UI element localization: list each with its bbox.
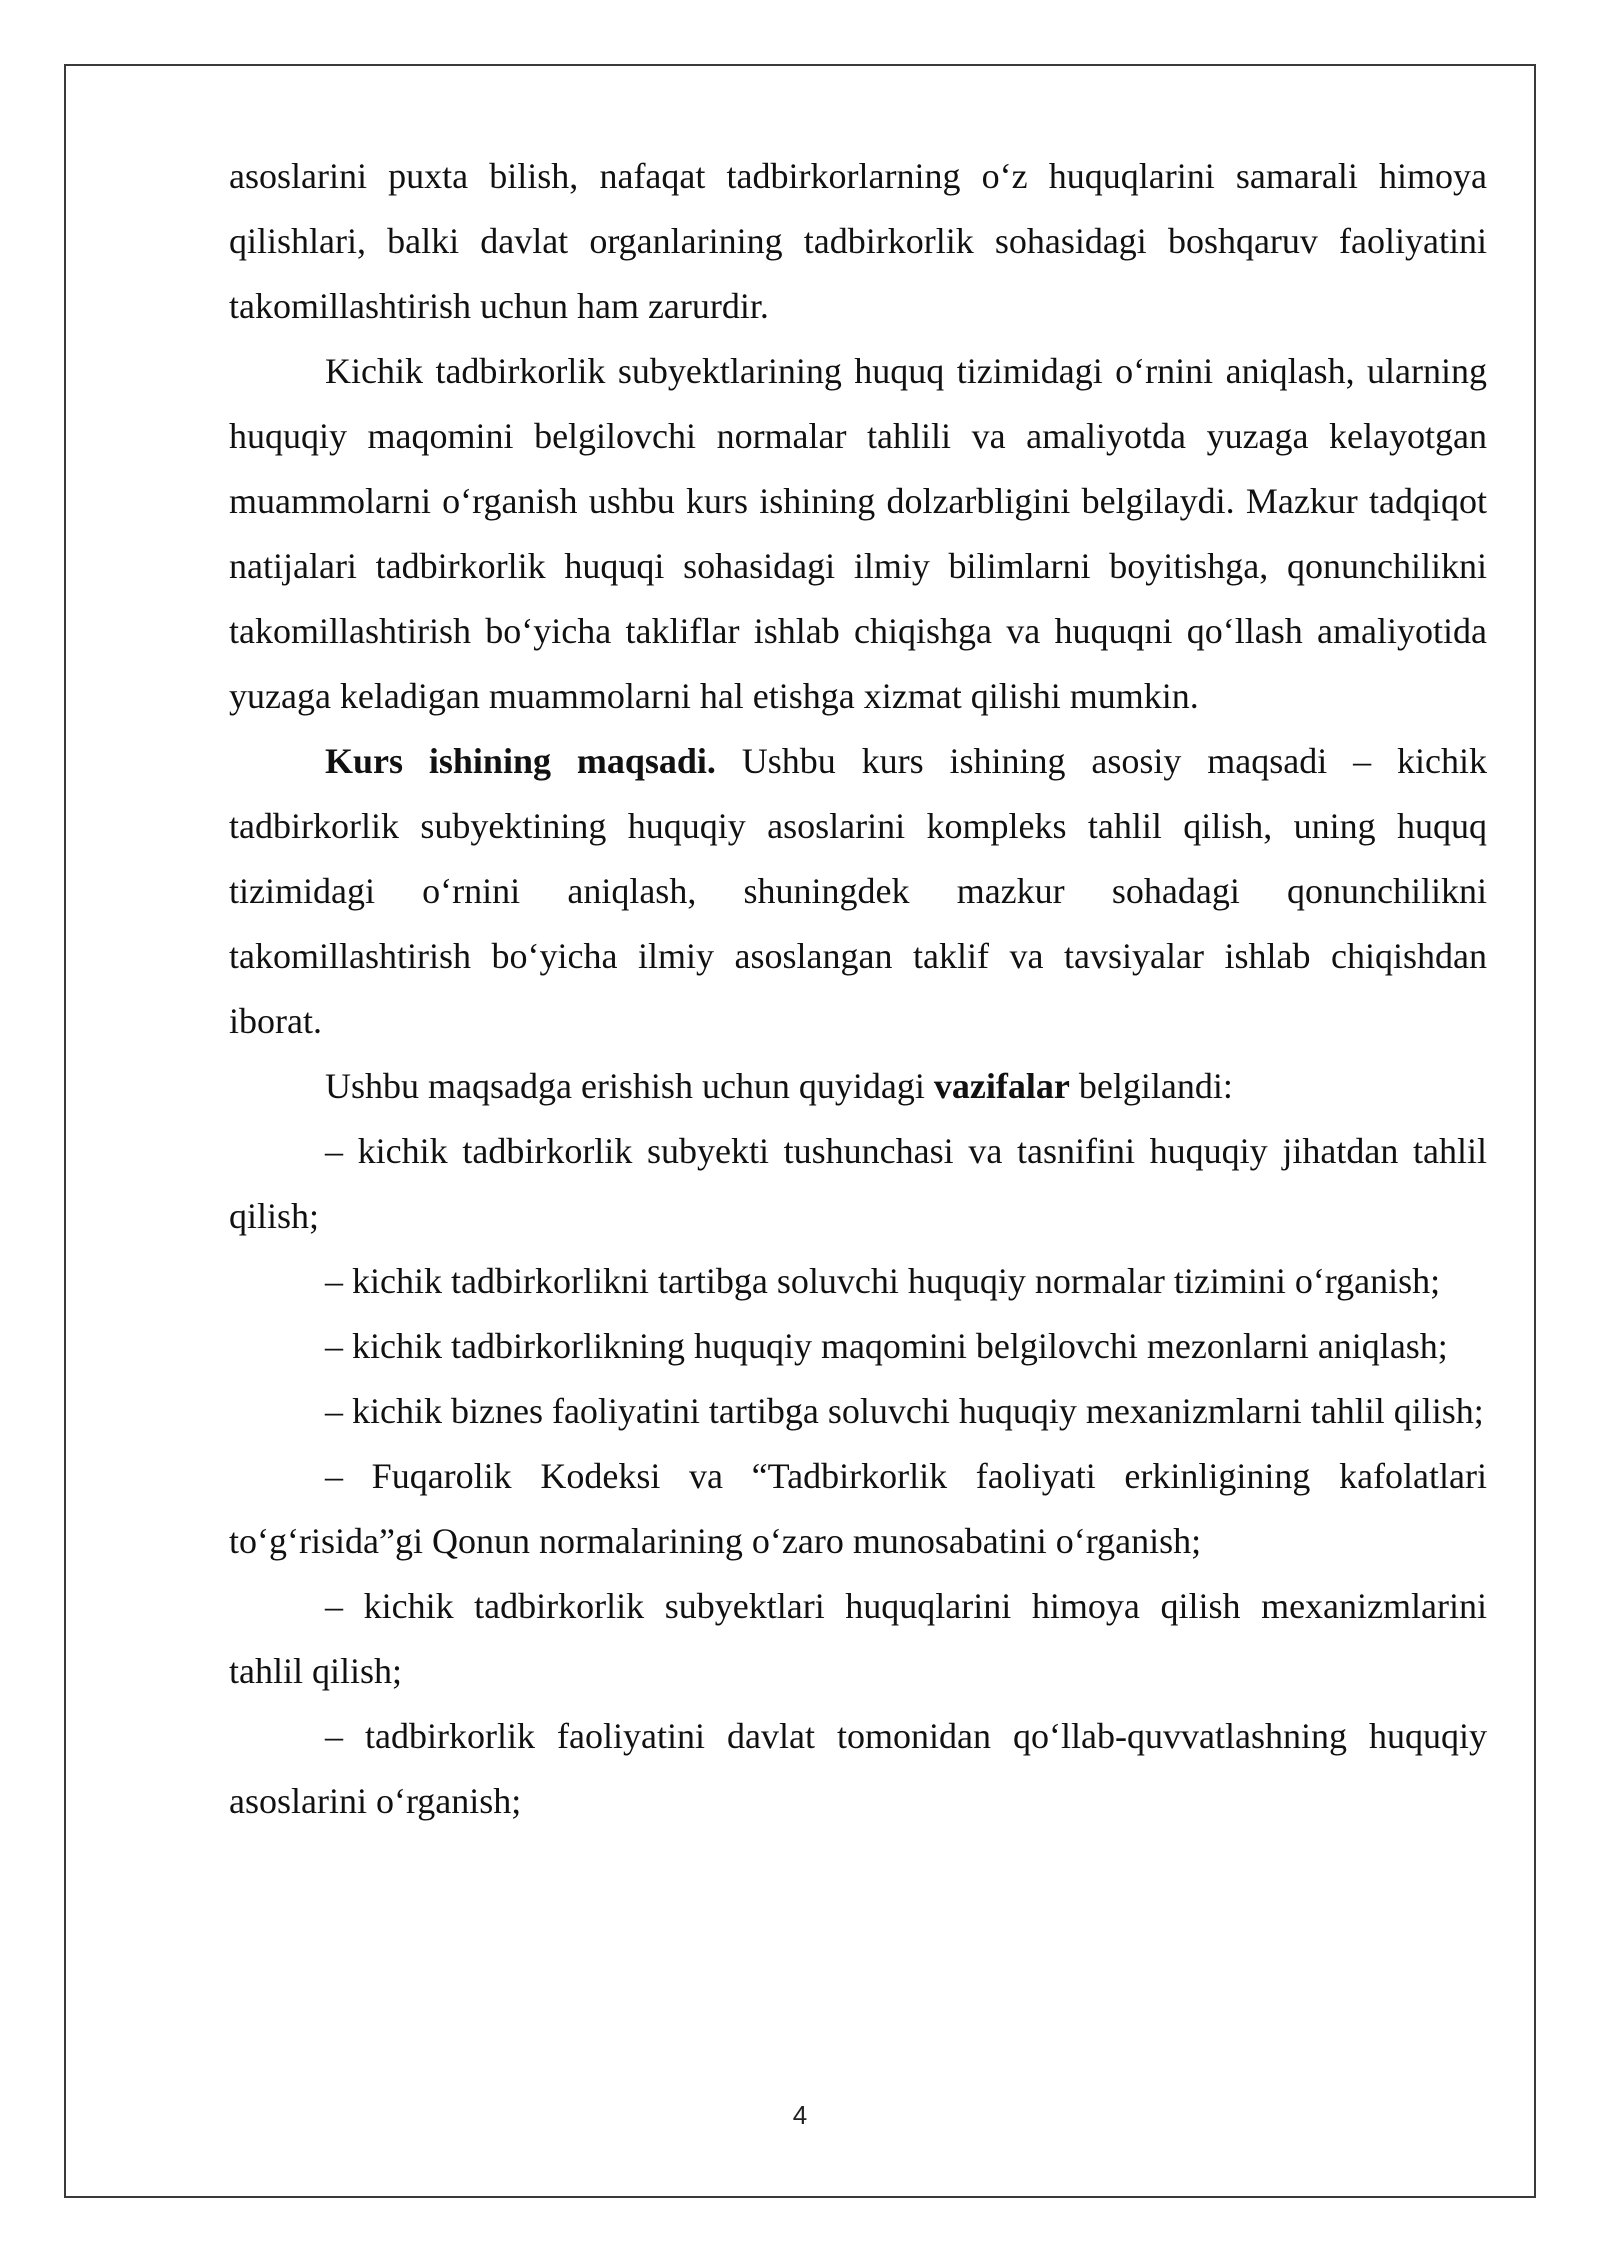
task-item: – kichik biznes faoliyatini tartibga soluvchi huquqiy mexanizmlarni tahlil qilish; (325, 1391, 1484, 1431)
paragraph-relevance: Kichik tadbirkorlik subyektlarining huquq tizimidagi o‘rnini aniqlash, ularning huquqiy maqomini belgilovchi normalar tahlili va amaliyotda yuzaga kelayotgan muammolarni o‘rganish ushbu kurs ishining dolzarbligini belgilaydi. Mazkur tadqiqot natijalari tadbirkorlik huquqi sohasidagi ilmiy bilimlarni boyitishga, qonunchilikni takomillashtirish bo‘yicha takliflar ishlab chiqishga va huquqni qo‘llash amaliyotida yuzaga keladigan muammolarni hal etishga xizmat qilishi mumkin. (229, 351, 1487, 716)
paragraph-continuation: asoslarini puxta bilish, nafaqat tadbirkorlarning o‘z huquqlarini samarali himoya qilishlari, balki davlat organlarining tadbirkorlik sohasidagi boshqaruv faoliyatini takomillashtirish uchun ham zarurdir. (229, 156, 1487, 326)
task-item: – Fuqarolik Kodeksi va “Tadbirkorlik faoliyati erkinligining kafolatlari to‘g‘risida”gi Qonun normalarining o‘zaro munosabatini o‘rganish; (229, 1456, 1487, 1561)
tasks-keyword: vazifalar (933, 1066, 1070, 1106)
tasks-intro-before: Ushbu maqsadga erishish uchun quyidagi (325, 1066, 934, 1106)
task-item: – kichik tadbirkorlikning huquqiy maqomini belgilovchi mezonlarni aniqlash; (325, 1326, 1448, 1366)
page-number: 4 (792, 2100, 808, 2130)
task-item: – kichik tadbirkorlikni tartibga soluvchi huquqiy normalar tizimini o‘rganish; (325, 1261, 1441, 1301)
tasks-intro-after: belgilandi: (1069, 1066, 1233, 1106)
task-item: – tadbirkorlik faoliyatini davlat tomonidan qo‘llab-quvvatlashning huquqiy asoslarini o‘rganish; (229, 1716, 1487, 1821)
paragraph-tasks-intro (229, 1054, 1487, 1119)
goal-heading: Kurs ishining maqsadi. (325, 741, 716, 781)
document-body (229, 144, 1487, 1834)
goal-text: Ushbu kurs ishining asosiy maqsadi – kichik tadbirkorlik subyektining huquqiy asoslarini kompleks tahlil qilish, uning huquq tizimidagi o‘rnini aniqlash, shuningdek mazkur sohadagi qonunchilikni takomillashtirish bo‘yicha ilmiy asoslangan taklif va tavsiyalar ishlab chiqishdan iborat. (229, 741, 1487, 1041)
task-item: – kichik tadbirkorlik subyekti tushunchasi va tasnifini huquqiy jihatdan tahlil qilish; (229, 1131, 1487, 1236)
paragraph-goal (229, 729, 1487, 1054)
task-item: – kichik tadbirkorlik subyektlari huquqlarini himoya qilish mexanizmlarini tahlil qilish; (229, 1586, 1487, 1691)
